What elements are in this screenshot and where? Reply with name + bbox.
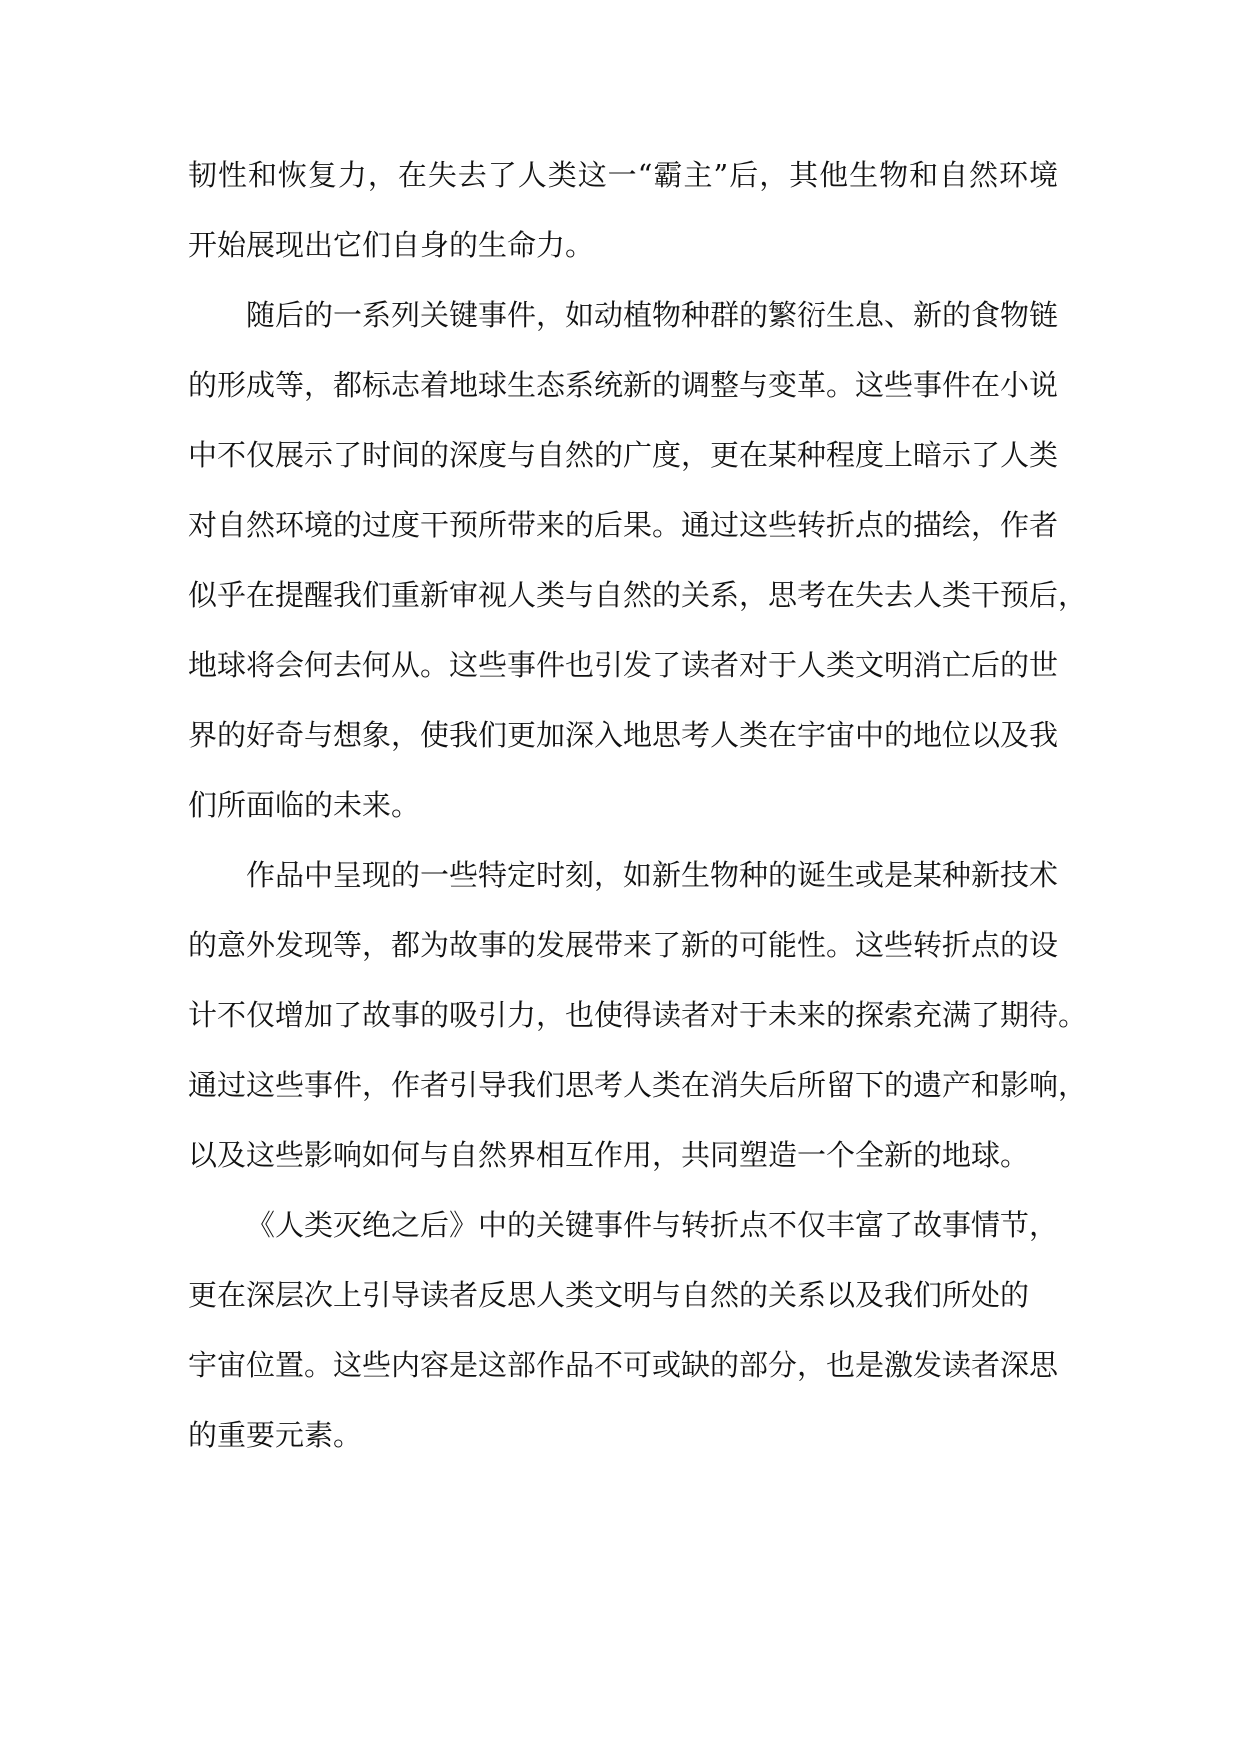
paragraph-line: 界的好奇与想象，使我们更加深入地思考人类在宇宙中的地位以及我 — [188, 718, 1059, 752]
paragraph-line: 《人类灭绝之后》中的关键事件与转折点不仅丰富了故事情节， — [246, 1208, 1059, 1242]
paragraph-line: 计不仅增加了故事的吸引力，也使得读者对于未来的探索充满了期待。 — [188, 998, 1088, 1032]
paragraph-line: 更在深层次上引导读者反思人类文明与自然的关系以及我们所处的 — [188, 1278, 1030, 1312]
paragraph-line: 们所面临的未来。 — [188, 788, 421, 822]
paragraph-2 — [188, 280, 1088, 840]
paragraph-3 — [188, 840, 1088, 1190]
paragraph-line: 的形成等，都标志着地球生态系统新的调整与变革。这些事件在小说 — [188, 368, 1059, 402]
paragraph-line: 通过这些事件，作者引导我们思考人类在消失后所留下的遗产和影响， — [188, 1068, 1088, 1102]
paragraph-line: 开始展现出它们自身的生命力。 — [188, 228, 595, 262]
paragraph-line: 中不仅展示了时间的深度与自然的广度，更在某种程度上暗示了人类 — [188, 438, 1059, 472]
paragraph-line: 对自然环境的过度干预所带来的后果。通过这些转折点的描绘，作者 — [188, 508, 1059, 542]
document-body — [188, 140, 1088, 1470]
paragraph-line: 似乎在提醒我们重新审视人类与自然的关系，思考在失去人类干预后， — [188, 578, 1088, 612]
paragraph-line: 的意外发现等，都为故事的发展带来了新的可能性。这些转折点的设 — [188, 928, 1059, 962]
paragraph-1 — [188, 140, 1058, 280]
paragraph-line: 的重要元素。 — [188, 1418, 363, 1452]
paragraph-line: 地球将会何去何从。这些事件也引发了读者对于人类文明消亡后的世 — [188, 648, 1059, 682]
paragraph-line: 韧性和恢复力，在失去了人类这一“霸主”后，其他生物和自然环境 — [188, 158, 1058, 192]
paragraph-4 — [188, 1190, 1058, 1470]
paragraph-line: 随后的一系列关键事件，如动植物种群的繁衍生息、新的食物链 — [246, 298, 1059, 332]
paragraph-line: 作品中呈现的一些特定时刻，如新生物种的诞生或是某种新技术 — [246, 858, 1059, 892]
paragraph-line: 以及这些影响如何与自然界相互作用，共同塑造一个全新的地球。 — [188, 1138, 1030, 1172]
paragraph-line: 宇宙位置。这些内容是这部作品不可或缺的部分，也是激发读者深思 — [188, 1348, 1059, 1382]
